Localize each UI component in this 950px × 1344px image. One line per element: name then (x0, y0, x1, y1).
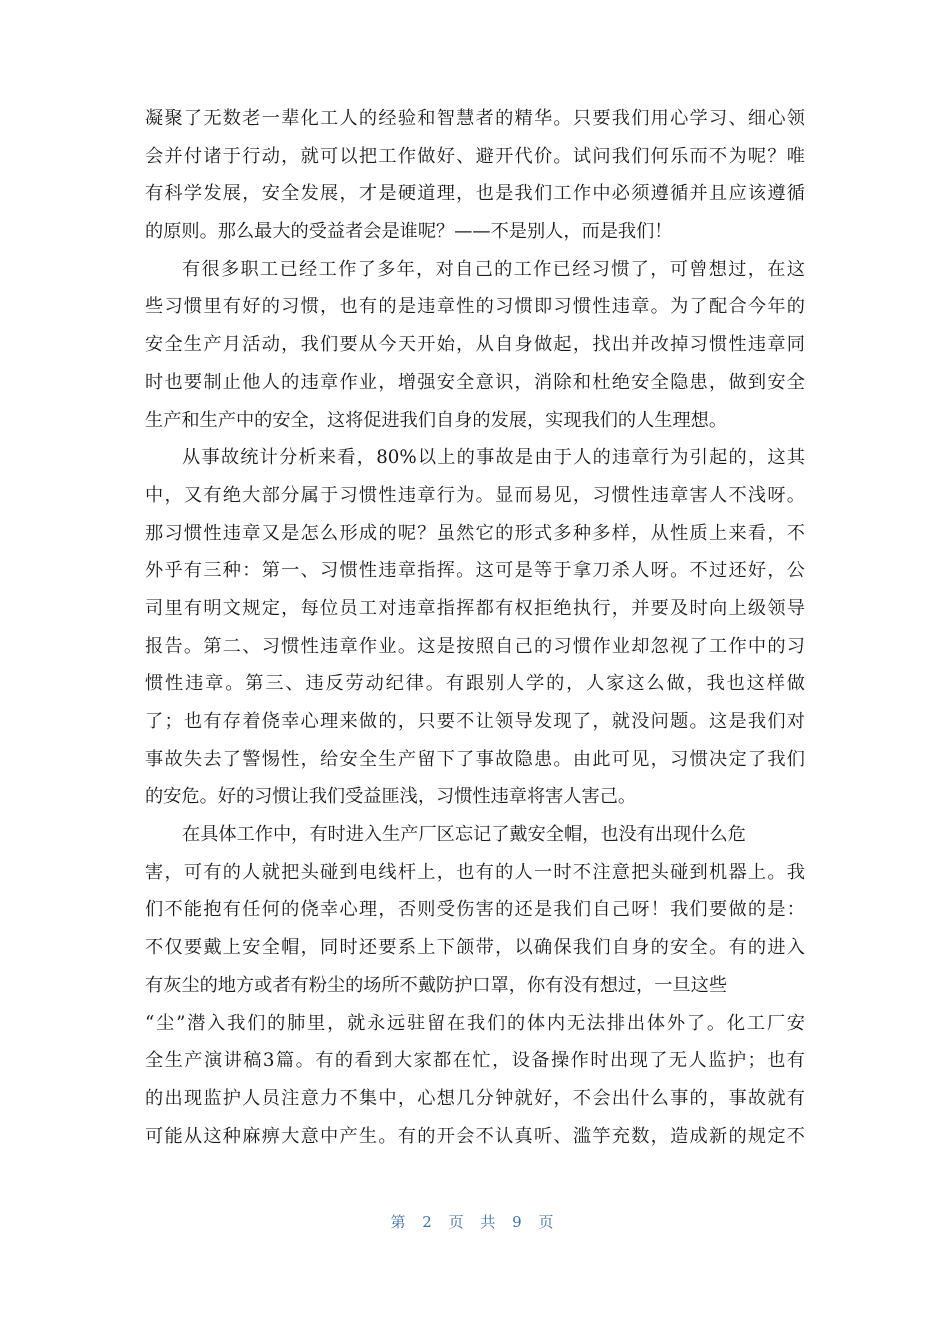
text-line: 会并付诸于行动，就可以把工作做好、避开代价。试问我们何乐而不为呢？唯 (145, 145, 805, 167)
text-line: 不仅要戴上安全帽，同时还要系上下颌带，以确保我们自身的安全。有的进入 (145, 937, 805, 959)
text-line: 惯性违章。第三、违反劳动纪律。有跟别人学的，人家这么做，我也这样做 (145, 673, 805, 695)
text-line: 有很多职工已经工作了多年，对自己的工作已经习惯了，可曾想过，在这 (182, 258, 805, 280)
text-line: 中，又有绝大部分属于习惯性违章行为。显而易见，习惯性违章害人不浅呀。 (145, 484, 805, 506)
text-line: 从事故统计分析来看，80%以上的事故是由于人的违章行为引起的，这其 (182, 447, 805, 469)
text-line: 司里有明文规定，每位员工对违章指挥都有权拒绝执行，并要及时向上级领导 (145, 597, 805, 619)
text-line: 时也要制止他人的违章作业，增强安全意识，消除和杜绝安全隐患，做到安全 (145, 371, 805, 393)
text-line: 安全生产月活动，我们要从今天开始，从自身做起，找出并改掉习惯性违章同 (145, 334, 805, 356)
text-line: 的原则。那么最大的受益者会是谁呢？——不是别人，而是我们！ (145, 221, 673, 243)
text-line: 那习惯性违章又是怎么形成的呢？虽然它的形式多种多样，从性质上来看，不 (145, 522, 805, 544)
text-line: 可能从这种麻痹大意中产生。有的开会不认真听、滥竽充数，造成新的规定不 (145, 1125, 805, 1147)
text-line: 害，可有的人就把头碰到电线杆上，也有的人一时不注意把头碰到机器上。我 (145, 861, 805, 883)
text-line: 有灰尘的地方或者有粉尘的场所不戴防护口罩，你有没有想过，一旦这些 (145, 974, 728, 996)
page-number-footer: 第 2 页 共 9 页 (390, 1213, 560, 1231)
text-line: “尘”潜入我们的肺里，就永远驻留在我们的体内无法排出体外了。化工厂安 (145, 1012, 805, 1034)
text-line: 了；也有存着侥幸心理来做的，只要不让领导发现了，就没问题。这是我们对 (145, 711, 805, 732)
text-line: 的出现监护人员注意力不集中，心想几分钟就好，不会出什么事的，事故就有 (145, 1087, 805, 1109)
text-line: 凝聚了无数老一辈化工人的经验和智慧者的精华。只要我们用心学习、细心领 (145, 108, 805, 129)
text-line: 们不能抱有任何的侥幸心理，否则受伤害的还是我们自己呀！我们要做的是： (145, 899, 805, 921)
text-line: 全生产演讲稿3篇。有的看到大家都在忙，设备操作时出现了无人监护；也有 (145, 1050, 805, 1072)
text-line: 事故失去了警惕性，给安全生产留下了事故隐患。由此可见，习惯决定了我们 (145, 748, 805, 770)
text-line: 在具体工作中，有时进入生产厂区忘记了戴安全帽，也没有出现什么危 (182, 824, 746, 846)
text-line: 有科学发展，安全发展，才是硬道理，也是我们工作中必须遵循并且应该遵循 (145, 183, 805, 205)
text-line: 外乎有三种：第一、习惯性违章指挥。这可是等于拿刀杀人呀。不过还好，公 (145, 560, 805, 582)
text-line: 生产和生产中的安全，这将促进我们自身的发展，实现我们的人生理想。 (145, 409, 728, 431)
text-line: 些习惯里有好的习惯，也有的是违章性的习惯即习惯性违章。为了配合今年的 (145, 296, 805, 318)
text-line: 报告。第二、习惯性违章作业。这是按照自己的习惯作业却忽视了工作中的习 (145, 635, 805, 657)
text-line: 的安危。好的习惯让我们受益匪浅，习惯性违章将害人害己。 (145, 786, 637, 808)
document-body (145, 100, 805, 1155)
